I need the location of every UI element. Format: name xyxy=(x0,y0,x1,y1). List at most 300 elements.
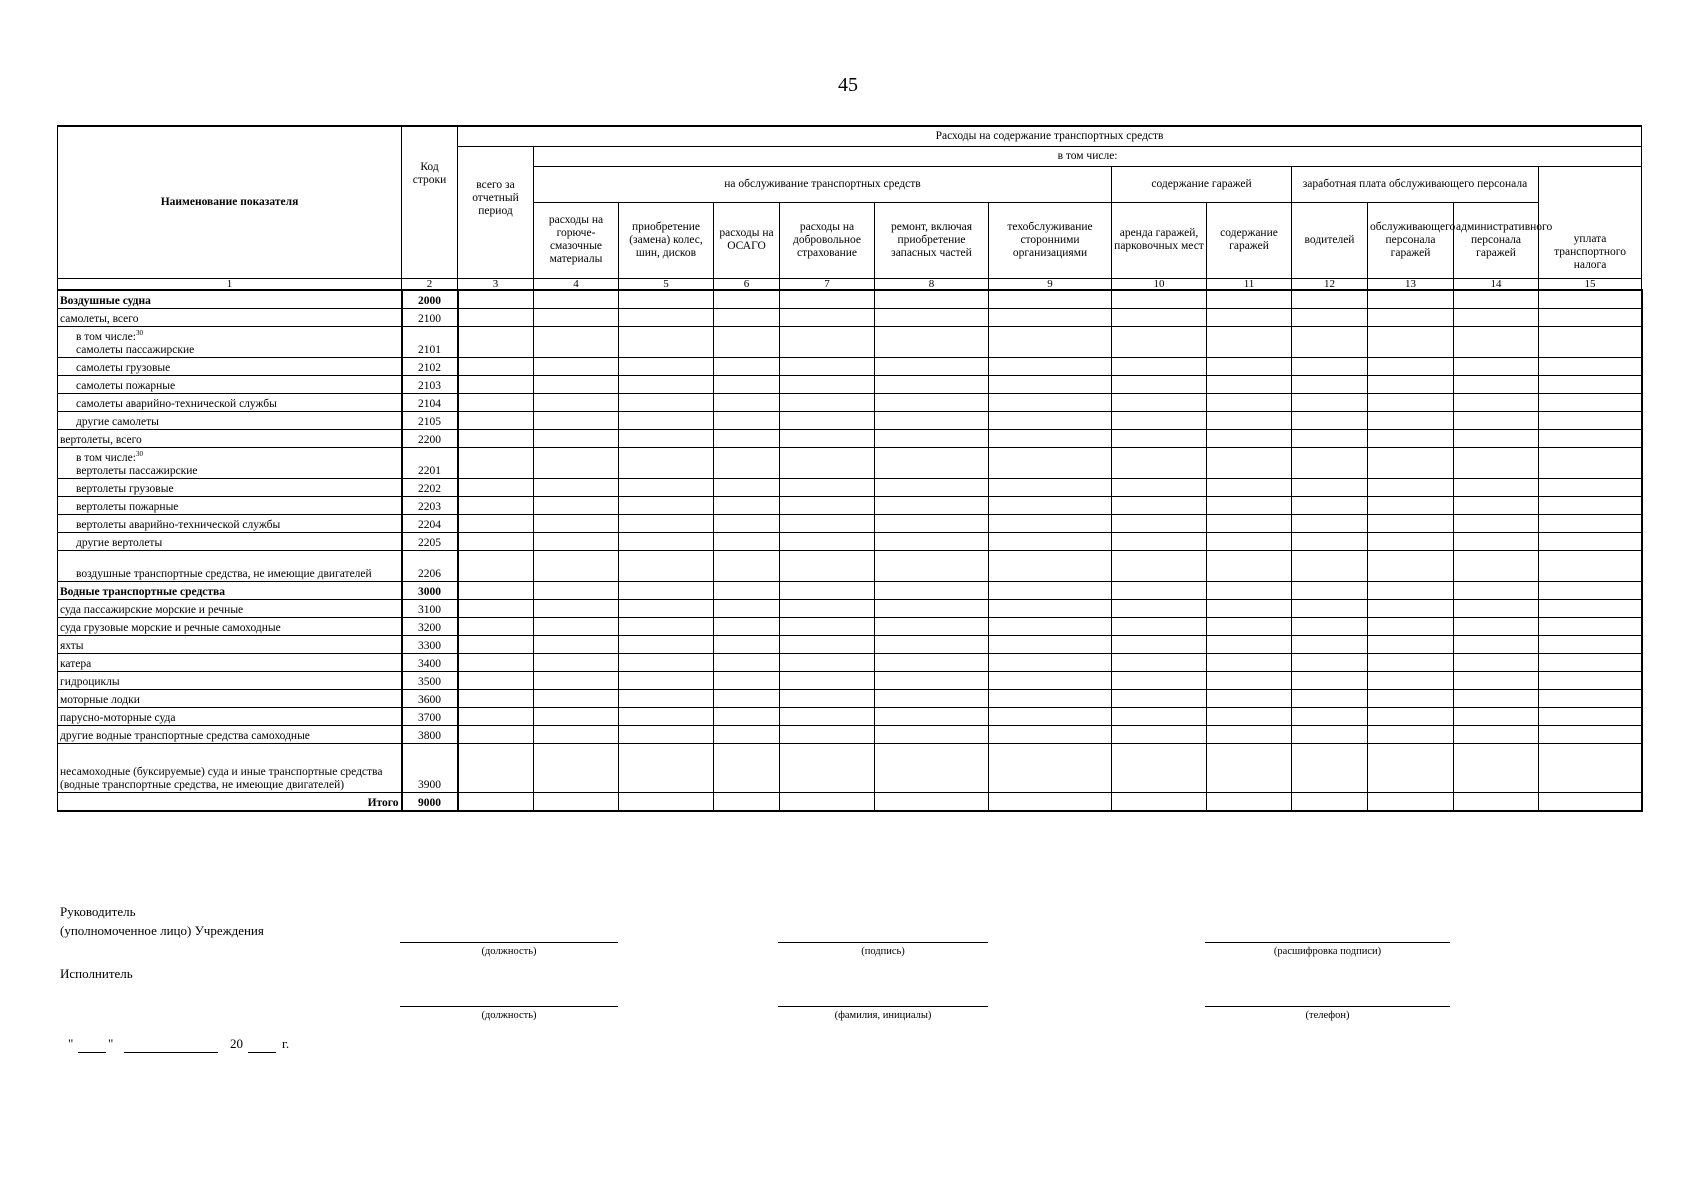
value-cell[interactable] xyxy=(1368,429,1454,447)
value-cell[interactable] xyxy=(1292,478,1368,496)
value-cell[interactable] xyxy=(1454,411,1539,429)
value-cell[interactable] xyxy=(1112,514,1207,532)
value-cell[interactable] xyxy=(780,411,875,429)
value-cell[interactable] xyxy=(989,689,1112,707)
value-cell[interactable] xyxy=(1368,725,1454,743)
value-cell[interactable] xyxy=(534,496,619,514)
value-cell[interactable] xyxy=(1207,743,1292,792)
value-cell[interactable] xyxy=(1539,743,1642,792)
value-cell[interactable] xyxy=(1539,653,1642,671)
value-cell[interactable] xyxy=(875,308,989,326)
value-cell[interactable] xyxy=(458,792,534,811)
value-cell[interactable] xyxy=(1112,792,1207,811)
value-cell[interactable] xyxy=(989,375,1112,393)
value-cell[interactable] xyxy=(534,550,619,581)
value-cell[interactable] xyxy=(1207,429,1292,447)
value-cell[interactable] xyxy=(714,411,780,429)
value-cell[interactable] xyxy=(875,725,989,743)
value-cell[interactable] xyxy=(534,671,619,689)
value-cell[interactable] xyxy=(458,478,534,496)
value-cell[interactable] xyxy=(989,725,1112,743)
value-cell[interactable] xyxy=(1292,550,1368,581)
value-cell[interactable] xyxy=(534,532,619,550)
value-cell[interactable] xyxy=(534,653,619,671)
value-cell[interactable] xyxy=(714,792,780,811)
value-cell[interactable] xyxy=(1454,635,1539,653)
value-cell[interactable] xyxy=(458,393,534,411)
value-cell[interactable] xyxy=(875,496,989,514)
value-cell[interactable] xyxy=(1368,532,1454,550)
value-cell[interactable] xyxy=(714,671,780,689)
value-cell[interactable] xyxy=(1368,743,1454,792)
value-cell[interactable] xyxy=(1292,689,1368,707)
value-cell[interactable] xyxy=(619,599,714,617)
value-cell[interactable] xyxy=(780,599,875,617)
value-cell[interactable] xyxy=(458,496,534,514)
value-cell[interactable] xyxy=(714,653,780,671)
value-cell[interactable] xyxy=(534,290,619,309)
value-cell[interactable] xyxy=(1539,725,1642,743)
value-cell[interactable] xyxy=(1292,411,1368,429)
executor-position-line[interactable] xyxy=(400,1006,618,1007)
value-cell[interactable] xyxy=(534,581,619,599)
value-cell[interactable] xyxy=(458,326,534,357)
value-cell[interactable] xyxy=(1112,671,1207,689)
value-cell[interactable] xyxy=(1207,375,1292,393)
value-cell[interactable] xyxy=(458,357,534,375)
value-cell[interactable] xyxy=(1207,635,1292,653)
value-cell[interactable] xyxy=(714,599,780,617)
value-cell[interactable] xyxy=(1292,653,1368,671)
value-cell[interactable] xyxy=(1112,308,1207,326)
value-cell[interactable] xyxy=(714,393,780,411)
value-cell[interactable] xyxy=(619,653,714,671)
value-cell[interactable] xyxy=(1454,617,1539,635)
value-cell[interactable] xyxy=(1368,617,1454,635)
value-cell[interactable] xyxy=(619,496,714,514)
value-cell[interactable] xyxy=(1207,447,1292,478)
value-cell[interactable] xyxy=(1454,550,1539,581)
value-cell[interactable] xyxy=(619,725,714,743)
value-cell[interactable] xyxy=(875,581,989,599)
value-cell[interactable] xyxy=(714,532,780,550)
value-cell[interactable] xyxy=(1368,290,1454,309)
value-cell[interactable] xyxy=(619,532,714,550)
value-cell[interactable] xyxy=(1454,290,1539,309)
value-cell[interactable] xyxy=(1539,581,1642,599)
value-cell[interactable] xyxy=(1292,290,1368,309)
value-cell[interactable] xyxy=(619,514,714,532)
value-cell[interactable] xyxy=(1454,743,1539,792)
value-cell[interactable] xyxy=(1368,447,1454,478)
executor-phone-line[interactable] xyxy=(1205,1006,1450,1007)
value-cell[interactable] xyxy=(780,707,875,725)
value-cell[interactable] xyxy=(875,707,989,725)
date-year-line[interactable] xyxy=(248,1052,276,1053)
value-cell[interactable] xyxy=(619,581,714,599)
value-cell[interactable] xyxy=(989,496,1112,514)
value-cell[interactable] xyxy=(619,635,714,653)
value-cell[interactable] xyxy=(989,326,1112,357)
value-cell[interactable] xyxy=(534,447,619,478)
value-cell[interactable] xyxy=(875,653,989,671)
value-cell[interactable] xyxy=(1454,725,1539,743)
value-cell[interactable] xyxy=(619,743,714,792)
value-cell[interactable] xyxy=(989,478,1112,496)
value-cell[interactable] xyxy=(714,689,780,707)
value-cell[interactable] xyxy=(875,429,989,447)
value-cell[interactable] xyxy=(1539,308,1642,326)
value-cell[interactable] xyxy=(1539,290,1642,309)
value-cell[interactable] xyxy=(1112,635,1207,653)
value-cell[interactable] xyxy=(1368,308,1454,326)
value-cell[interactable] xyxy=(875,635,989,653)
value-cell[interactable] xyxy=(780,550,875,581)
value-cell[interactable] xyxy=(1112,411,1207,429)
value-cell[interactable] xyxy=(534,429,619,447)
value-cell[interactable] xyxy=(989,429,1112,447)
value-cell[interactable] xyxy=(1112,290,1207,309)
value-cell[interactable] xyxy=(989,357,1112,375)
value-cell[interactable] xyxy=(458,411,534,429)
value-cell[interactable] xyxy=(780,290,875,309)
head-signature-line[interactable] xyxy=(778,942,988,943)
value-cell[interactable] xyxy=(534,707,619,725)
value-cell[interactable] xyxy=(458,671,534,689)
value-cell[interactable] xyxy=(1292,375,1368,393)
value-cell[interactable] xyxy=(714,514,780,532)
value-cell[interactable] xyxy=(1454,308,1539,326)
value-cell[interactable] xyxy=(619,290,714,309)
value-cell[interactable] xyxy=(1207,308,1292,326)
value-cell[interactable] xyxy=(1539,447,1642,478)
value-cell[interactable] xyxy=(1207,478,1292,496)
value-cell[interactable] xyxy=(1454,792,1539,811)
value-cell[interactable] xyxy=(534,478,619,496)
date-month-line[interactable] xyxy=(124,1052,218,1053)
value-cell[interactable] xyxy=(875,357,989,375)
value-cell[interactable] xyxy=(1112,725,1207,743)
value-cell[interactable] xyxy=(989,581,1112,599)
value-cell[interactable] xyxy=(1112,496,1207,514)
value-cell[interactable] xyxy=(875,290,989,309)
value-cell[interactable] xyxy=(1368,689,1454,707)
value-cell[interactable] xyxy=(780,478,875,496)
value-cell[interactable] xyxy=(1112,599,1207,617)
value-cell[interactable] xyxy=(458,707,534,725)
value-cell[interactable] xyxy=(1368,792,1454,811)
value-cell[interactable] xyxy=(1292,308,1368,326)
value-cell[interactable] xyxy=(875,375,989,393)
value-cell[interactable] xyxy=(1207,411,1292,429)
value-cell[interactable] xyxy=(458,532,534,550)
value-cell[interactable] xyxy=(534,308,619,326)
value-cell[interactable] xyxy=(1207,532,1292,550)
value-cell[interactable] xyxy=(619,689,714,707)
value-cell[interactable] xyxy=(714,496,780,514)
value-cell[interactable] xyxy=(1454,581,1539,599)
head-position-line[interactable] xyxy=(400,942,618,943)
value-cell[interactable] xyxy=(1454,357,1539,375)
value-cell[interactable] xyxy=(1207,599,1292,617)
value-cell[interactable] xyxy=(1539,326,1642,357)
value-cell[interactable] xyxy=(714,478,780,496)
value-cell[interactable] xyxy=(714,617,780,635)
value-cell[interactable] xyxy=(534,393,619,411)
value-cell[interactable] xyxy=(1539,689,1642,707)
value-cell[interactable] xyxy=(619,357,714,375)
value-cell[interactable] xyxy=(989,411,1112,429)
value-cell[interactable] xyxy=(875,792,989,811)
value-cell[interactable] xyxy=(1292,617,1368,635)
value-cell[interactable] xyxy=(1292,532,1368,550)
value-cell[interactable] xyxy=(714,581,780,599)
value-cell[interactable] xyxy=(1539,671,1642,689)
value-cell[interactable] xyxy=(1292,792,1368,811)
value-cell[interactable] xyxy=(458,599,534,617)
value-cell[interactable] xyxy=(780,326,875,357)
value-cell[interactable] xyxy=(1539,532,1642,550)
value-cell[interactable] xyxy=(875,532,989,550)
value-cell[interactable] xyxy=(780,671,875,689)
value-cell[interactable] xyxy=(619,447,714,478)
value-cell[interactable] xyxy=(989,792,1112,811)
value-cell[interactable] xyxy=(1207,550,1292,581)
value-cell[interactable] xyxy=(989,290,1112,309)
value-cell[interactable] xyxy=(989,635,1112,653)
value-cell[interactable] xyxy=(875,514,989,532)
value-cell[interactable] xyxy=(1539,393,1642,411)
value-cell[interactable] xyxy=(1454,514,1539,532)
value-cell[interactable] xyxy=(1368,411,1454,429)
value-cell[interactable] xyxy=(1539,617,1642,635)
value-cell[interactable] xyxy=(619,550,714,581)
value-cell[interactable] xyxy=(1207,671,1292,689)
value-cell[interactable] xyxy=(1454,375,1539,393)
value-cell[interactable] xyxy=(1207,792,1292,811)
value-cell[interactable] xyxy=(875,743,989,792)
value-cell[interactable] xyxy=(619,671,714,689)
value-cell[interactable] xyxy=(619,308,714,326)
value-cell[interactable] xyxy=(534,357,619,375)
value-cell[interactable] xyxy=(534,411,619,429)
value-cell[interactable] xyxy=(619,617,714,635)
value-cell[interactable] xyxy=(1112,375,1207,393)
value-cell[interactable] xyxy=(1292,743,1368,792)
value-cell[interactable] xyxy=(458,514,534,532)
value-cell[interactable] xyxy=(989,550,1112,581)
value-cell[interactable] xyxy=(458,653,534,671)
value-cell[interactable] xyxy=(989,308,1112,326)
value-cell[interactable] xyxy=(714,290,780,309)
value-cell[interactable] xyxy=(1112,617,1207,635)
value-cell[interactable] xyxy=(875,689,989,707)
value-cell[interactable] xyxy=(619,411,714,429)
value-cell[interactable] xyxy=(780,496,875,514)
value-cell[interactable] xyxy=(714,550,780,581)
value-cell[interactable] xyxy=(714,743,780,792)
executor-name-line[interactable] xyxy=(778,1006,988,1007)
date-day-line[interactable] xyxy=(78,1052,106,1053)
value-cell[interactable] xyxy=(619,478,714,496)
value-cell[interactable] xyxy=(1454,496,1539,514)
value-cell[interactable] xyxy=(1207,617,1292,635)
value-cell[interactable] xyxy=(458,725,534,743)
value-cell[interactable] xyxy=(1292,429,1368,447)
value-cell[interactable] xyxy=(1112,707,1207,725)
value-cell[interactable] xyxy=(1112,581,1207,599)
value-cell[interactable] xyxy=(1368,671,1454,689)
value-cell[interactable] xyxy=(1292,671,1368,689)
value-cell[interactable] xyxy=(1368,375,1454,393)
value-cell[interactable] xyxy=(534,725,619,743)
value-cell[interactable] xyxy=(780,635,875,653)
value-cell[interactable] xyxy=(619,375,714,393)
value-cell[interactable] xyxy=(1207,357,1292,375)
value-cell[interactable] xyxy=(1539,496,1642,514)
value-cell[interactable] xyxy=(1539,707,1642,725)
value-cell[interactable] xyxy=(1112,478,1207,496)
value-cell[interactable] xyxy=(458,635,534,653)
value-cell[interactable] xyxy=(619,707,714,725)
value-cell[interactable] xyxy=(534,514,619,532)
value-cell[interactable] xyxy=(714,326,780,357)
value-cell[interactable] xyxy=(1454,478,1539,496)
value-cell[interactable] xyxy=(989,393,1112,411)
value-cell[interactable] xyxy=(1207,653,1292,671)
value-cell[interactable] xyxy=(1368,581,1454,599)
value-cell[interactable] xyxy=(1454,671,1539,689)
value-cell[interactable] xyxy=(1292,393,1368,411)
value-cell[interactable] xyxy=(989,617,1112,635)
value-cell[interactable] xyxy=(1539,357,1642,375)
value-cell[interactable] xyxy=(619,393,714,411)
value-cell[interactable] xyxy=(875,478,989,496)
value-cell[interactable] xyxy=(1368,599,1454,617)
value-cell[interactable] xyxy=(619,429,714,447)
value-cell[interactable] xyxy=(780,429,875,447)
value-cell[interactable] xyxy=(1207,581,1292,599)
value-cell[interactable] xyxy=(989,743,1112,792)
value-cell[interactable] xyxy=(780,514,875,532)
value-cell[interactable] xyxy=(1207,496,1292,514)
value-cell[interactable] xyxy=(1539,375,1642,393)
value-cell[interactable] xyxy=(1368,514,1454,532)
value-cell[interactable] xyxy=(1112,429,1207,447)
value-cell[interactable] xyxy=(1368,550,1454,581)
value-cell[interactable] xyxy=(1112,393,1207,411)
value-cell[interactable] xyxy=(1292,447,1368,478)
value-cell[interactable] xyxy=(1454,599,1539,617)
value-cell[interactable] xyxy=(1207,393,1292,411)
value-cell[interactable] xyxy=(1112,532,1207,550)
value-cell[interactable] xyxy=(1292,357,1368,375)
value-cell[interactable] xyxy=(714,635,780,653)
value-cell[interactable] xyxy=(1112,653,1207,671)
value-cell[interactable] xyxy=(1539,411,1642,429)
value-cell[interactable] xyxy=(875,447,989,478)
value-cell[interactable] xyxy=(619,792,714,811)
value-cell[interactable] xyxy=(875,550,989,581)
value-cell[interactable] xyxy=(875,671,989,689)
value-cell[interactable] xyxy=(780,653,875,671)
value-cell[interactable] xyxy=(1112,357,1207,375)
value-cell[interactable] xyxy=(875,617,989,635)
value-cell[interactable] xyxy=(780,617,875,635)
value-cell[interactable] xyxy=(1292,725,1368,743)
value-cell[interactable] xyxy=(458,581,534,599)
value-cell[interactable] xyxy=(875,599,989,617)
value-cell[interactable] xyxy=(1112,550,1207,581)
value-cell[interactable] xyxy=(714,447,780,478)
value-cell[interactable] xyxy=(458,429,534,447)
value-cell[interactable] xyxy=(989,599,1112,617)
value-cell[interactable] xyxy=(989,671,1112,689)
value-cell[interactable] xyxy=(534,792,619,811)
value-cell[interactable] xyxy=(458,375,534,393)
value-cell[interactable] xyxy=(1539,599,1642,617)
value-cell[interactable] xyxy=(1112,689,1207,707)
value-cell[interactable] xyxy=(780,743,875,792)
value-cell[interactable] xyxy=(1112,326,1207,357)
value-cell[interactable] xyxy=(714,357,780,375)
value-cell[interactable] xyxy=(1539,792,1642,811)
head-decode-line[interactable] xyxy=(1205,942,1450,943)
value-cell[interactable] xyxy=(1112,447,1207,478)
value-cell[interactable] xyxy=(714,375,780,393)
value-cell[interactable] xyxy=(458,689,534,707)
value-cell[interactable] xyxy=(1368,707,1454,725)
value-cell[interactable] xyxy=(1368,393,1454,411)
value-cell[interactable] xyxy=(989,514,1112,532)
value-cell[interactable] xyxy=(780,725,875,743)
value-cell[interactable] xyxy=(714,707,780,725)
value-cell[interactable] xyxy=(458,617,534,635)
value-cell[interactable] xyxy=(1368,653,1454,671)
value-cell[interactable] xyxy=(1207,326,1292,357)
value-cell[interactable] xyxy=(780,308,875,326)
value-cell[interactable] xyxy=(1454,707,1539,725)
value-cell[interactable] xyxy=(1292,635,1368,653)
value-cell[interactable] xyxy=(1539,635,1642,653)
value-cell[interactable] xyxy=(780,357,875,375)
value-cell[interactable] xyxy=(989,707,1112,725)
value-cell[interactable] xyxy=(534,375,619,393)
value-cell[interactable] xyxy=(1454,689,1539,707)
value-cell[interactable] xyxy=(1292,581,1368,599)
value-cell[interactable] xyxy=(1539,478,1642,496)
value-cell[interactable] xyxy=(875,393,989,411)
value-cell[interactable] xyxy=(714,429,780,447)
value-cell[interactable] xyxy=(780,792,875,811)
value-cell[interactable] xyxy=(780,447,875,478)
value-cell[interactable] xyxy=(534,326,619,357)
value-cell[interactable] xyxy=(1368,478,1454,496)
value-cell[interactable] xyxy=(1207,725,1292,743)
value-cell[interactable] xyxy=(1292,496,1368,514)
value-cell[interactable] xyxy=(875,411,989,429)
value-cell[interactable] xyxy=(1207,707,1292,725)
value-cell[interactable] xyxy=(780,689,875,707)
value-cell[interactable] xyxy=(458,447,534,478)
value-cell[interactable] xyxy=(534,689,619,707)
value-cell[interactable] xyxy=(1368,635,1454,653)
value-cell[interactable] xyxy=(1207,290,1292,309)
value-cell[interactable] xyxy=(458,743,534,792)
value-cell[interactable] xyxy=(1368,496,1454,514)
value-cell[interactable] xyxy=(458,550,534,581)
value-cell[interactable] xyxy=(1292,599,1368,617)
